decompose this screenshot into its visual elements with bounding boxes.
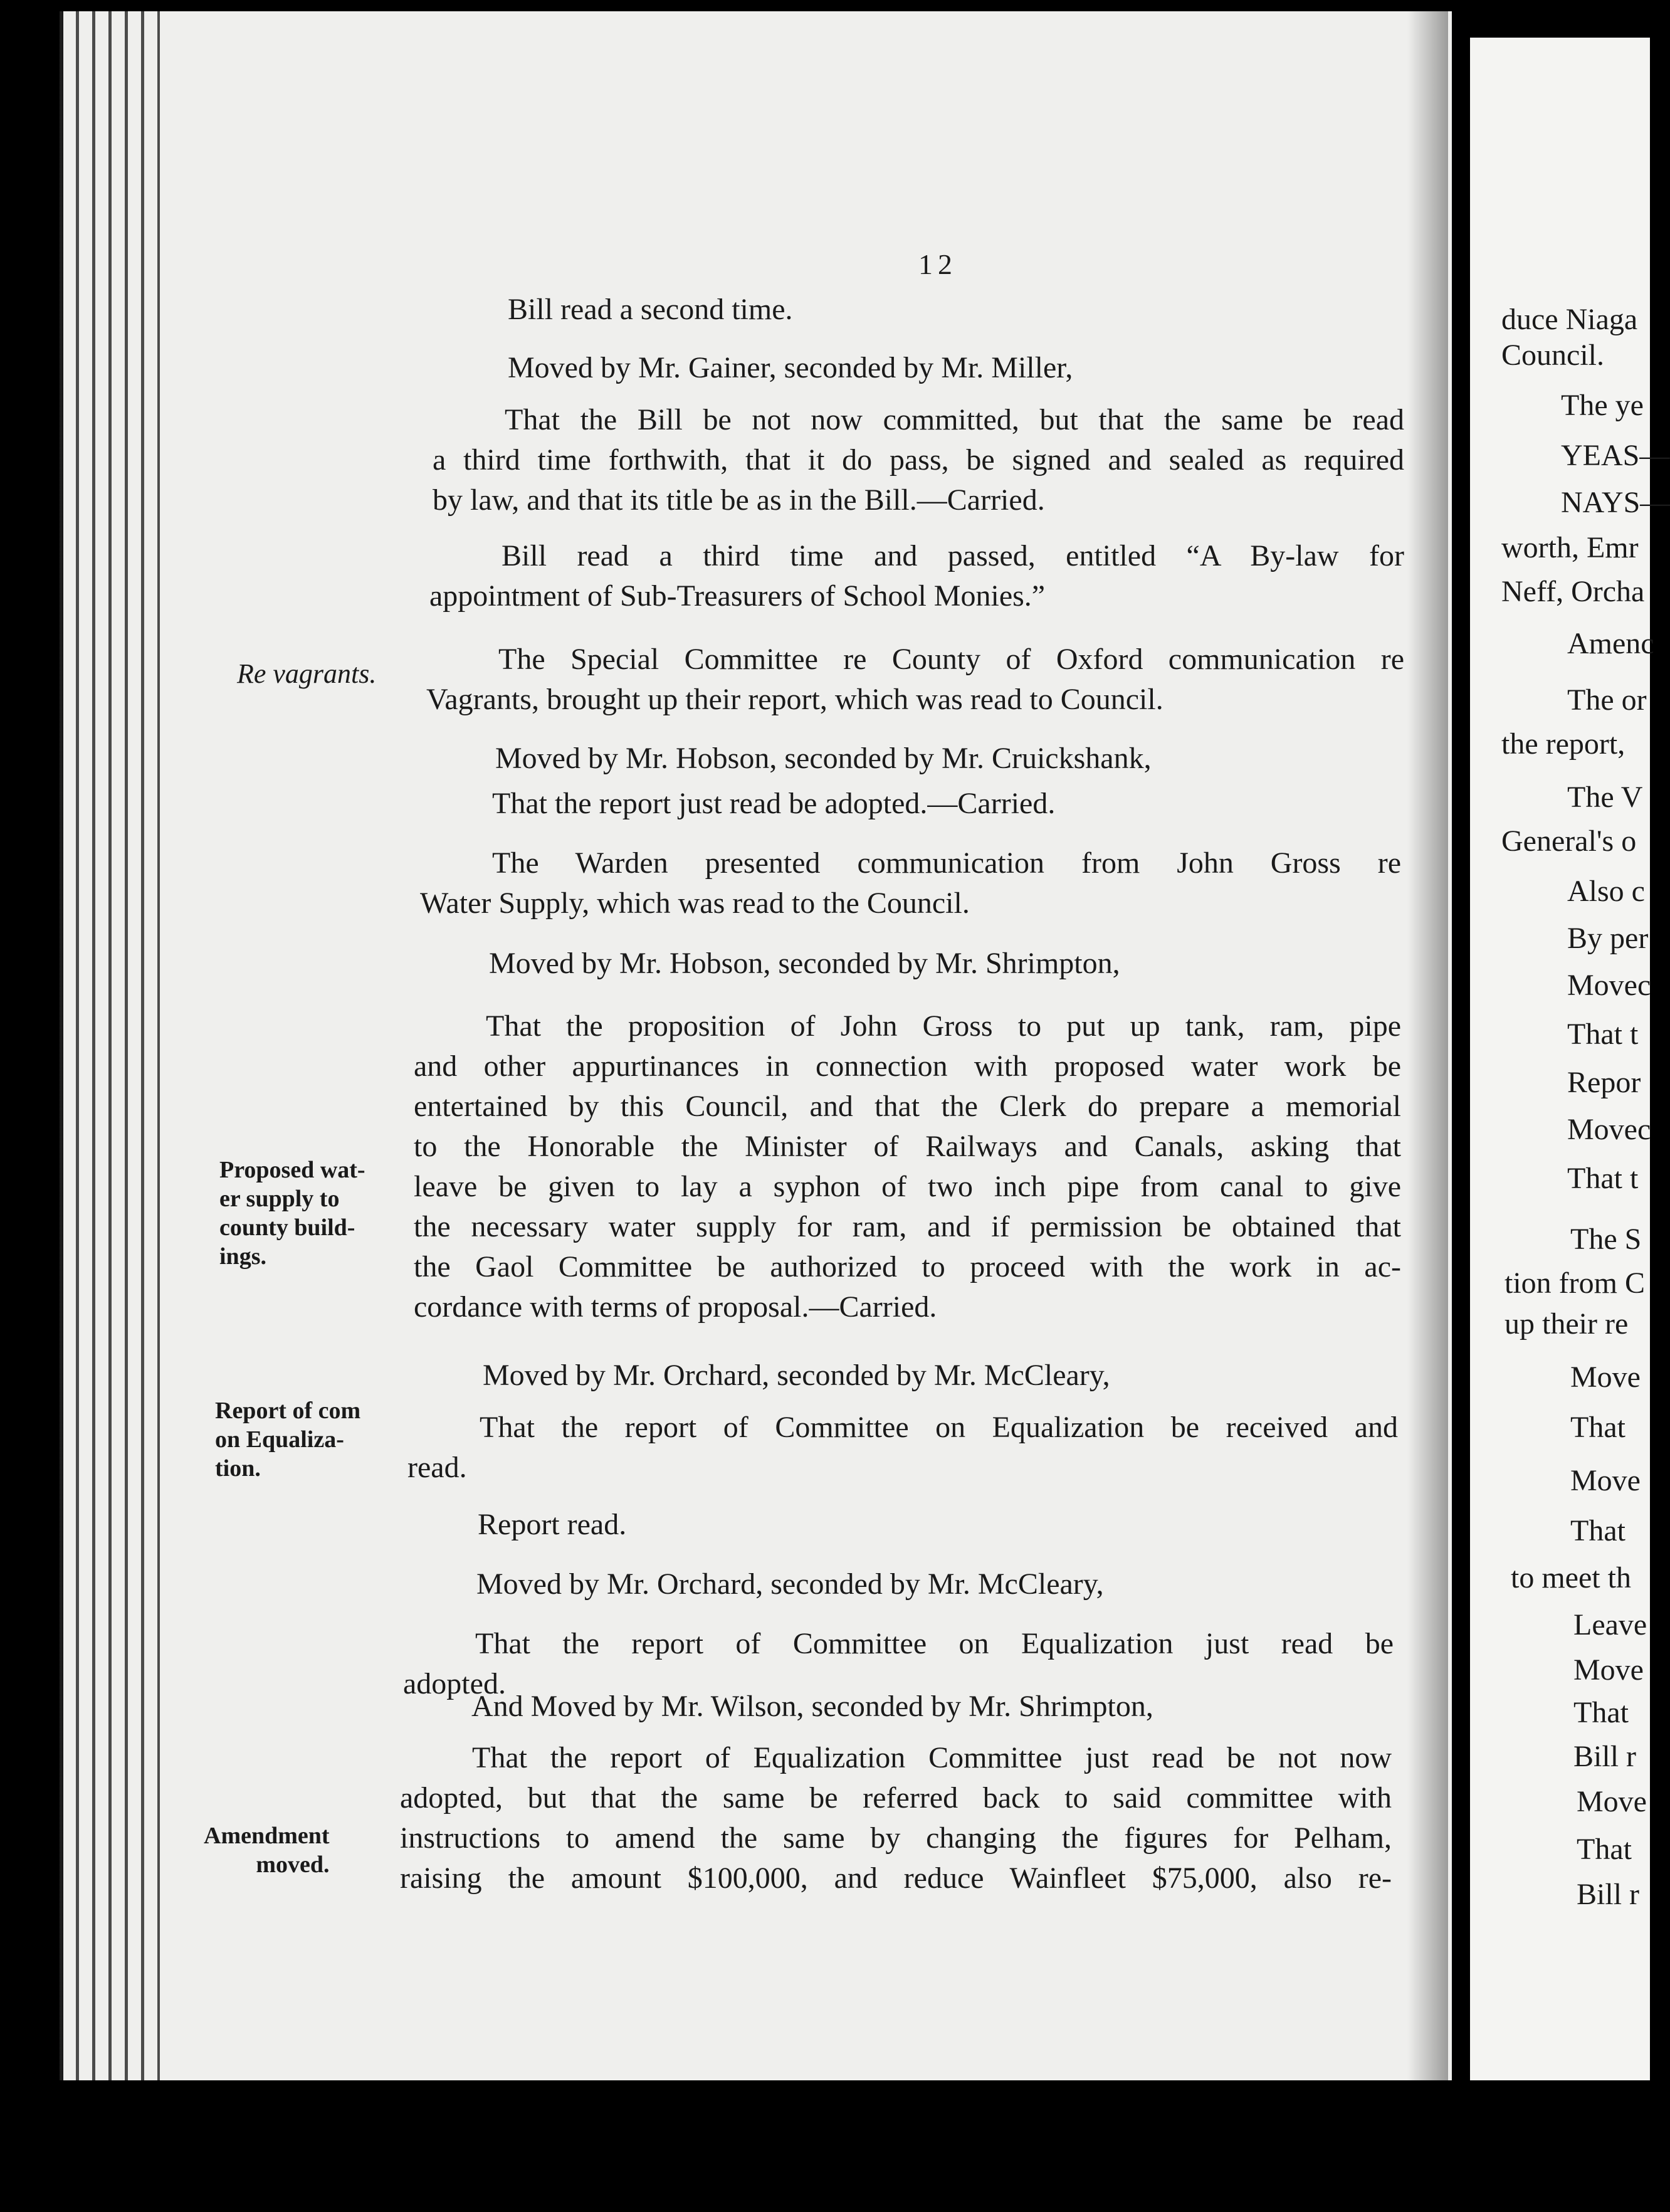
text-line: leave be given to lay a syphon of two inch pipe from canal to give: [414, 1170, 1401, 1203]
right-page-fragment: to meet th: [1511, 1561, 1631, 1594]
right-page-fragment: Move: [1570, 1361, 1641, 1394]
right-page-fragment: Leave: [1573, 1608, 1647, 1641]
paragraph: [433, 400, 1404, 520]
margin-note: [237, 660, 376, 688]
text-line: Water Supply, which was read to the Council.: [420, 887, 970, 920]
right-page-fragment: Move: [1573, 1653, 1644, 1687]
right-page-fragment: the report,: [1501, 727, 1625, 761]
right-page-fragment: That: [1577, 1833, 1632, 1866]
right-page-fragment: The S: [1570, 1223, 1642, 1256]
text-line: That the Bill be not now committed, but that the same be read: [505, 403, 1404, 436]
paragraph: [492, 784, 1401, 824]
paragraph: [471, 1687, 1393, 1727]
margin-note-line: Report of com: [215, 1398, 361, 1424]
right-page-fragment: The ye: [1561, 389, 1644, 422]
paragraph: [420, 843, 1401, 924]
text-line: by law, and that its title be as in the Bill.—Carried.: [433, 483, 1045, 517]
right-page-fragment: General's o: [1501, 824, 1637, 858]
right-page-fragment: That: [1570, 1411, 1625, 1444]
text-line: The Special Committee re County of Oxford communication re: [498, 643, 1404, 676]
margin-note-line: on Equaliza-: [215, 1426, 344, 1453]
text-line: That the report of Committee on Equalization just read be: [475, 1627, 1394, 1660]
right-page-fragment: up their re: [1505, 1307, 1629, 1340]
paragraph: [483, 1356, 1398, 1396]
margin-note-line: Proposed wat-: [219, 1157, 365, 1183]
right-page-fragment: Move: [1570, 1464, 1641, 1497]
text-line: That the report just read be adopted.—Carried.: [492, 787, 1056, 820]
right-page-fragment: The V: [1567, 781, 1643, 814]
margin-note-line: Re vagrants.: [237, 658, 377, 689]
text-line: The Warden presented communication from John Gross re: [492, 846, 1401, 880]
text-line: instructions to amend the same by changing the figures for Pelham,: [400, 1821, 1392, 1855]
text-line: to the Honorable the Minister of Railways and Canals, asking that: [414, 1130, 1401, 1163]
paragraph: [508, 348, 1404, 388]
right-page-fragment: That: [1573, 1696, 1629, 1729]
paragraph: [426, 640, 1404, 720]
paragraph: [489, 944, 1398, 984]
paragraph: [508, 290, 1404, 330]
right-page-fragment: Amenc: [1567, 627, 1654, 660]
text-line: Moved by Mr. Orchard, seconded by Mr. McCleary,: [483, 1359, 1110, 1392]
margin-note-line: moved.: [256, 1851, 330, 1878]
right-page-fragment: Bill r: [1573, 1740, 1637, 1773]
margin-note-line: Amendment: [204, 1823, 330, 1849]
margin-note: [204, 1821, 330, 1879]
right-page-fragment: The or: [1567, 683, 1647, 717]
right-page-fragment: Move: [1577, 1785, 1647, 1818]
text-line: Moved by Mr. Orchard, seconded by Mr. McCleary,: [476, 1567, 1104, 1601]
text-line: Moved by Mr. Hobson, seconded by Mr. Shrimpton,: [489, 947, 1120, 980]
right-page-fragment: Also c: [1567, 875, 1645, 908]
text-line: adopted, but that the same be referred back to said committee with: [400, 1781, 1392, 1814]
right-page-fragment: duce Niaga: [1501, 303, 1638, 336]
text-line: That the report of Equalization Committee just read be not now: [472, 1741, 1392, 1774]
scan-border: [0, 2080, 1650, 2212]
margin-note-line: county build-: [219, 1214, 355, 1241]
text-line: Bill read a second time.: [508, 293, 793, 326]
text-line: appointment of Sub-Treasurers of School Monies.”: [429, 579, 1046, 613]
right-page-fragment: That: [1570, 1514, 1625, 1547]
text-line: Bill read a third time and passed, entitled “A By-law for: [502, 539, 1404, 572]
right-page-fragment: That t: [1567, 1018, 1639, 1051]
text-line: Report read.: [478, 1508, 627, 1541]
text-line: Moved by Mr. Hobson, seconded by Mr. Cruickshank,: [495, 742, 1152, 775]
paragraph: [400, 1738, 1392, 1899]
right-page-fragment: tion from C: [1505, 1267, 1645, 1300]
right-page-fragment: Council.: [1501, 339, 1604, 372]
paragraph: [476, 1564, 1392, 1604]
margin-note-line: ings.: [219, 1243, 266, 1270]
right-page-fragment: Repor: [1567, 1066, 1641, 1099]
text-line: a third time forthwith, that it do pass, be signed and sealed as required: [433, 443, 1404, 477]
text-line: And Moved by Mr. Wilson, seconded by Mr. Shrimpton,: [471, 1690, 1153, 1723]
margin-note: [219, 1156, 365, 1271]
right-page-fragment: Neff, Orcha: [1501, 575, 1645, 608]
right-page-fragment: Bill r: [1577, 1878, 1640, 1911]
text-line: the Gaol Committee be authorized to proceed with the work in ac-: [414, 1250, 1401, 1283]
text-line: Moved by Mr. Gainer, seconded by Mr. Miller,: [508, 351, 1073, 384]
right-page-fragment: worth, Emr: [1501, 531, 1639, 564]
paragraph: [414, 1006, 1401, 1327]
paragraph: [478, 1505, 1393, 1545]
text-line: That the proposition of John Gross to put up tank, ram, pipe: [486, 1009, 1401, 1043]
right-page-fragment: Movec: [1567, 1113, 1651, 1146]
text-line: adopted.: [403, 1667, 506, 1700]
margin-note-line: er supply to: [219, 1186, 340, 1212]
margin-note-line: tion.: [215, 1455, 261, 1482]
text-line: and other appurtinances in connection with proposed water work be: [414, 1050, 1401, 1083]
right-page-fragment: NAYS—: [1561, 486, 1670, 519]
text-line: Vagrants, brought up their report, which was read to Council.: [426, 683, 1163, 716]
margin-note: [215, 1396, 360, 1483]
text-line: entertained by this Council, and that the Clerk do prepare a memorial: [414, 1090, 1401, 1123]
right-page-fragment: By per: [1567, 922, 1649, 955]
text-line: the necessary water supply for ram, and if permission be obtained that: [414, 1210, 1401, 1243]
paragraph: [429, 536, 1404, 616]
book-gutter: [1407, 11, 1448, 2080]
text-line: read.: [407, 1451, 467, 1484]
text-line: cordance with terms of proposal.—Carried.: [414, 1290, 937, 1324]
paragraph: [407, 1408, 1398, 1488]
page-number: 12: [918, 248, 957, 280]
page-edge-lines: [60, 11, 160, 2080]
right-page-fragment: That t: [1567, 1162, 1639, 1195]
text-line: That the report of Committee on Equalization be received and: [480, 1411, 1398, 1444]
text-line: raising the amount $100,000, and reduce Wainfleet $75,000, also re-: [400, 1862, 1392, 1895]
paragraph: [495, 739, 1404, 779]
right-page-fragment: Movec: [1567, 969, 1651, 1002]
right-page-fragment: YEAS—: [1561, 439, 1670, 472]
